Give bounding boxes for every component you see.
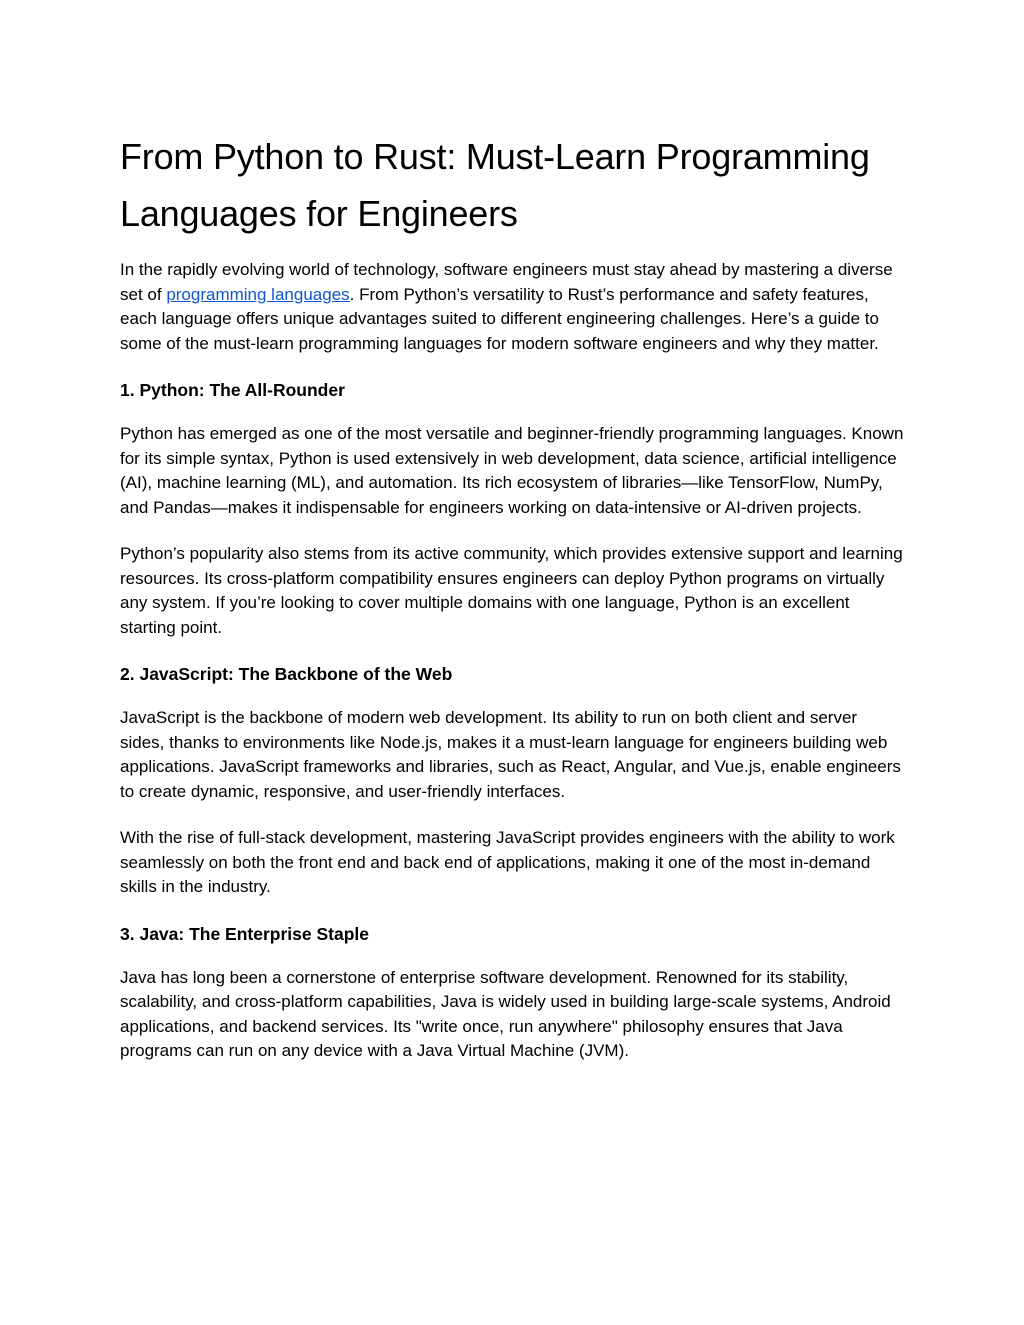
document-content	[120, 128, 904, 1064]
section-heading-java: 3. Java: The Enterprise Staple	[120, 923, 369, 944]
section-java	[120, 922, 904, 1064]
intro-paragraph	[120, 258, 904, 356]
section-python	[120, 378, 904, 640]
section-python-paragraph-2: Python’s popularity also stems from its active community, which provides extensive support and learning resources. Its cross-platform compatibility ensures engineers can deploy Python programs on virtually any system. If you’re looking to cover multiple domains with one language, Python is an excellent starting point.	[120, 544, 903, 637]
intro-text-before-link: In the rapidly evolving world of technology, software engineers must stay ahead by mastering a diverse set of	[120, 260, 893, 304]
section-heading-python: 1. Python: The All-Rounder	[120, 380, 345, 400]
section-javascript	[120, 662, 904, 900]
section-python-paragraph-1: Python has emerged as one of the most versatile and beginner-friendly programming languages. Known for its simple syntax, Python is used extensively in web development, data science, artificial intelligence (AI), machine learning (ML), and automation. Its rich ecosystem of libraries—like TensorFlow, NumPy, and Pandas—makes it indispensable for engineers working on data-intensive or AI-driven projects.	[120, 424, 904, 517]
programming-languages-link[interactable]: programming languages	[166, 284, 350, 304]
section-java-paragraph-1: Java has long been a cornerstone of enterprise software development. Renowned for its stability, scalability, and cross-platform capabilities, Java is widely used in building large-scale systems, Android applications, and backend services. Its "write once, run anywhere" philosophy ensures that Java programs can run on any device with a Java Virtual Machine (JVM).	[120, 967, 891, 1060]
section-heading-javascript: 2. JavaScript: The Backbone of the Web	[120, 664, 453, 684]
page-title: From Python to Rust: Must-Learn Programming Languages for Engineers	[120, 136, 870, 234]
section-javascript-paragraph-2: With the rise of full-stack development, mastering JavaScript provides engineers with the ability to work seamlessly on both the front end and back end of applications, making it one of the most in-demand skills in the industry.	[120, 828, 895, 896]
section-javascript-paragraph-1: JavaScript is the backbone of modern web development. Its ability to run on both client and server sides, thanks to environments like Node.js, makes it a must-learn language for engineers building web applications. JavaScript frameworks and libraries, such as React, Angular, and Vue.js, enable engineers to create dynamic, responsive, and user-friendly interfaces.	[120, 708, 901, 801]
intro-text-after-link: . From Python’s versatility to Rust’s performance and safety features, each language offers unique advantages suited to different engineering challenges. Here’s a guide to some of the must-learn programming languages for modern software engineers and why they matter.	[120, 284, 879, 353]
